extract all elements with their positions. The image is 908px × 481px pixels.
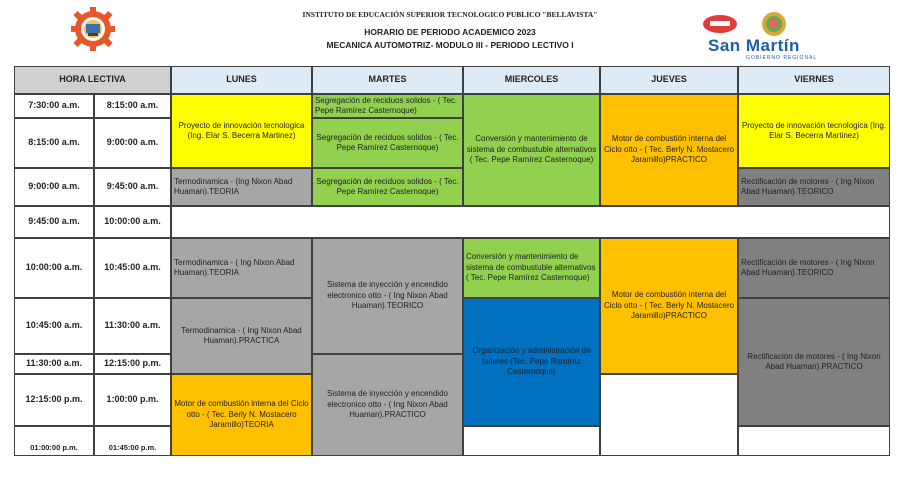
start-time: 8:15:00 a.m. <box>14 118 94 168</box>
day-header-lunes: LUNES <box>171 66 312 94</box>
day-header-viernes: VIERNES <box>738 66 890 94</box>
class-block: Termodinamica - (Ing Nixon Abad Huaman).TEORIA <box>171 168 312 206</box>
class-block: Conversión y mantenimiento de sistema de combustuble alternativos ( Tec. Pepe Ramírez Casternoque) <box>463 238 600 298</box>
end-time: 9:00:00 a.m. <box>94 118 171 168</box>
class-block: Termodinamica - ( Ing Nixon Abad Huaman).PRACTICA <box>171 298 312 374</box>
start-time: 11:30:00 a.m. <box>14 354 94 374</box>
class-block: Conversión y mantenimiento de sistema de combustuble alternativos ( Tec. Pepe Ramírez Casternoque) <box>463 94 600 206</box>
end-time: 8:15:00 a.m. <box>94 94 171 118</box>
start-time: 9:45:00 a.m. <box>14 206 94 238</box>
empty-slot <box>738 426 890 456</box>
hora-lectiva-header: HORA LECTIVA <box>14 66 171 94</box>
class-block: Proyecto de innovación tecnologica (Ing. Elar S. Becerra Martinez) <box>171 94 312 168</box>
schedule-title: HORARIO DE PERIODO ACADEMICO 2023 <box>364 27 536 37</box>
start-time: 12:15:00 p.m. <box>14 374 94 426</box>
end-time: 12:15:00 p.m. <box>94 354 171 374</box>
day-header-jueves: JUEVES <box>600 66 738 94</box>
logo-subtext: GOBIERNO REGIONAL <box>746 55 818 61</box>
class-block: Motor de combustión interna del Ciclo otto - ( Tec. Berly N. Mostacero Jaramillo)PRACTICO <box>600 238 738 374</box>
class-block: Motor de combustión interna del Ciclo otto - ( Tec. Berly N. Mostacero Jaramillo)TEORIA <box>171 374 312 456</box>
class-block: Rectificación de motores - ( Ing Nixon Abad Huaman).TEORICO <box>738 238 890 298</box>
start-time: 10:00:00 a.m. <box>14 238 94 298</box>
class-block: Organización y administración de talleres (Tec. Pepe Ramírez Casternoque) <box>463 298 600 426</box>
class-block: Sistema de inyección y encendido electronico otto - ( Ing Nixon Abad Huaman).TEORICO <box>312 238 463 354</box>
end-time: 1:00:00 p.m. <box>94 374 171 426</box>
end-time: 01:45:00 p.m. <box>94 426 171 456</box>
logo-text: San Martín <box>708 36 800 55</box>
day-header-martes: MARTES <box>312 66 463 94</box>
class-block: Rectificación de motores - ( Ing Nixon Abad Huaman).TEORICO <box>738 168 890 206</box>
start-time: 9:00:00 a.m. <box>14 168 94 206</box>
class-block: Motor de combustión interna del Ciclo otto - ( Tec. Berly N. Mostacero Jaramillo)PRACTICO <box>600 94 738 206</box>
day-header-miercoles: MIERCOLES <box>463 66 600 94</box>
class-block: Termodinamica - ( Ing Nixon Abad Huaman).TEORIA <box>171 238 312 298</box>
end-time: 10:45:00 a.m. <box>94 238 171 298</box>
class-block: Segregación de reciduos solidos - ( Tec. Pepe Ramírez Casternoque) <box>312 168 463 206</box>
end-time: 10:00:00 a.m. <box>94 206 171 238</box>
start-time: 01:00:00 p.m. <box>14 426 94 456</box>
empty-slot <box>600 374 738 456</box>
recess-row <box>171 206 890 238</box>
schedule-subtitle: MECANICA AUTOMOTRIZ- MODULO III - PERIODO LECTIVO I <box>326 40 574 50</box>
start-time: 10:45:00 a.m. <box>14 298 94 354</box>
empty-slot <box>463 426 600 456</box>
class-block: Sistema de inyección y encendido electronico otto - ( Ing Nixon Abad Huaman).PRACTICO <box>312 354 463 456</box>
end-time: 9:45:00 a.m. <box>94 168 171 206</box>
class-block: Segregación de reciduos solidos - ( Tec. Pepe Ramírez Casternoque) <box>312 118 463 168</box>
institute-name: INSTITUTO DE EDUCACIÓN SUPERIOR TECNOLOGICO PUBLICO "BELLAVISTA" <box>302 10 598 19</box>
end-time: 11:30:00 a.m. <box>94 298 171 354</box>
class-block: Proyecto de innovación tecnologica (Ing. Elar S. Becerra Martinez) <box>738 94 890 168</box>
class-block: Rectificación de motores - ( Ing Nixon Abad Huaman).PRACTICO <box>738 298 890 426</box>
start-time: 7:30:00 a.m. <box>14 94 94 118</box>
regional-government-logo <box>698 10 848 60</box>
class-block: Segregación de reciduos solidos - ( Tec. Pepe Ramírez Casternoque) <box>312 94 463 118</box>
institute-logo <box>58 6 128 52</box>
